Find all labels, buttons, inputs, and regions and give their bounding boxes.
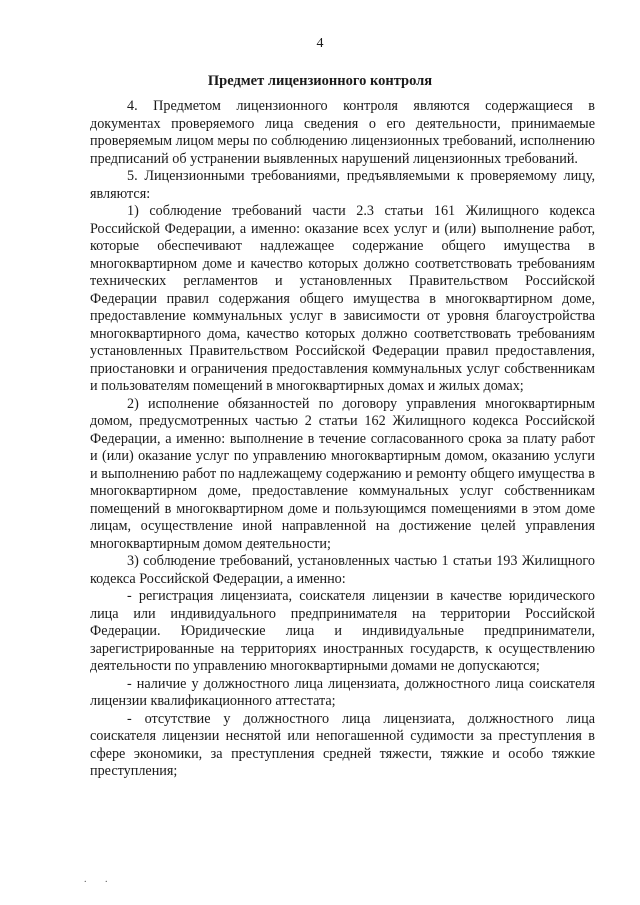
requirement-1: 1) соблюдение требований части 2.3 статьи 161 Жилищного кодекса Российской Федерации, а именно: оказание всех услуг и (или) выполнение работ, которые обеспечивают надлежащее содержание общего имущества в многоквартирном доме и качество которых должно соответствовать требованиям технических регламентов и установленных Правительством Российской Федерации правил содержания общего имущества в многоквартирном доме, предоставление коммунальных услуг в зависимости от уровня благоустройства многоквартирного дома, качество которых должно соответствовать требованиям установленных Правительством Российской Федерации правил предоставления, приостановки и ограничения предоставления коммунальных услуг собственникам и пользователям помещений в многоквартирных домах и жилых домах; bbox=[90, 203, 595, 394]
requirement-3-item-no-conviction: - отсутствие у должностного лица лицензиата, должностного лица соискателя лицензии неснятой или непогашенной судимости за преступления в сфере экономики, за преступления средней тяжести, тяжкие и особо тяжкие преступления; bbox=[90, 710, 595, 779]
paragraph-5: 5. Лицензионными требованиями, предъявляемыми к проверяемому лицу, являются: bbox=[90, 168, 595, 202]
document-body bbox=[90, 98, 595, 781]
requirement-3: 3) соблюдение требований, установленных частью 1 статьи 193 Жилищного кодекса Российской Федерации, а именно: bbox=[90, 553, 595, 587]
scan-specks: . . bbox=[84, 874, 116, 885]
paragraph-4: 4. Предметом лицензионного контроля являются содержащиеся в документах проверяемого лица сведения о его деятельности, принимаемые проверяемым лицом меры по соблюдению лицензионных требований, исполнению предписаний об устранении выявленных нарушений лицензионных требований. bbox=[90, 98, 595, 167]
section-title: Предмет лицензионного контроля bbox=[207, 73, 433, 89]
requirement-3-item-certificate: - наличие у должностного лица лицензиата, должностного лица соискателя лицензии квалификационного аттестата; bbox=[90, 675, 595, 709]
page-number: 4 bbox=[316, 36, 324, 51]
requirement-3-item-registration: - регистрация лицензиата, соискателя лицензии в качестве юридического лица или индивидуального предпринимателя на территории Российской Федерации. Юридические лица и индивидуальные предприниматели, зарегистрированные на территориях иностранных государств, к осуществлению деятельности по управлению многоквартирными домами не допускаются; bbox=[90, 588, 595, 674]
requirement-2: 2) исполнение обязанностей по договору управления многоквартирным домом, предусмотренных частью 2 статьи 162 Жилищного кодекса Российской Федерации, а именно: выполнение в течение согласованного срока за плату работ и (или) оказание услуг по управлению многоквартирным домом, оказанию услуги и выполнению работ по надлежащему содержанию и ремонту общего имущества в многоквартирном доме, предоставление коммунальных услуг собственникам помещений в многоквартирном доме и пользующимся помещениями в этом доме лицам, осуществление иной направленной на достижение целей управления многоквартирным домом деятельности; bbox=[90, 395, 595, 552]
